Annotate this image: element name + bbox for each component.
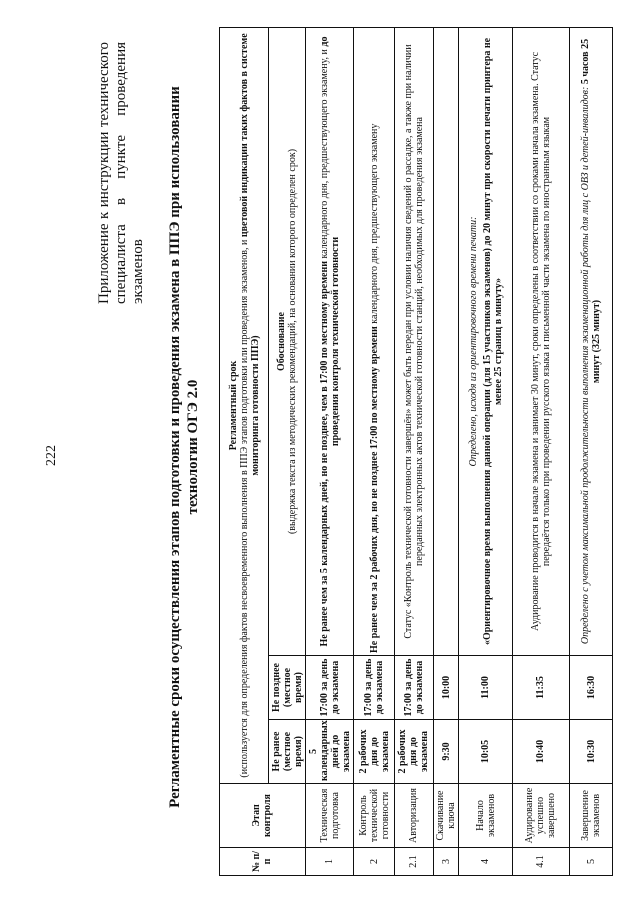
- row-not-earlier: 10:40: [512, 720, 569, 784]
- row-not-earlier: 10:30: [570, 720, 613, 784]
- row-stage: Авторизация: [395, 784, 434, 848]
- table-row: [395, 28, 434, 876]
- row-reason: [459, 28, 512, 656]
- page-number: 222: [44, 445, 59, 466]
- header-regulation-title: Регламентный срок: [227, 360, 239, 451]
- table-row: [433, 28, 459, 876]
- row-reason: Аудирование проводится в начале экзамена и занимает 30 минут, сроки определены в соответствии со сроками начала экзамена. Статус передаётся только при проведении русского языка и письменной части экзамена по иностранным языкам: [512, 28, 569, 656]
- header-stage: Этап контроля: [220, 784, 306, 848]
- row-reason-text: календарного дня, предшествующего экзамену: [368, 123, 380, 327]
- header-regulation-note-bold: цветовой индикации таких фактов в системе мониторинга готовности ППЭ): [238, 33, 261, 476]
- header-num: № п/п: [220, 848, 306, 876]
- row-num: 1: [305, 848, 353, 876]
- row-stage: Завершение экзаменов: [570, 784, 613, 848]
- row-not-earlier: 5 календарных дней до экзамена: [305, 720, 353, 784]
- row-stage: Начало экзаменов: [459, 784, 512, 848]
- row-stage: Аудирование успешно завершено: [512, 784, 569, 848]
- table-row: [354, 28, 395, 876]
- document-title-line2: технологии ОГЭ 2.0: [185, 379, 201, 515]
- row-reason-italic: Определено, исходя из ориентировочного времени печати:: [467, 216, 479, 467]
- row-not-later: 10:00: [433, 656, 459, 720]
- row-not-later: 17:00 за день до экзамена: [395, 656, 434, 720]
- table-row: [512, 28, 569, 876]
- row-stage: Контроль технической готовности: [354, 784, 395, 848]
- row-reason: [433, 28, 459, 656]
- row-not-later: 16:30: [570, 656, 613, 720]
- row-not-earlier: 2 рабочих дня до экзамена: [395, 720, 434, 784]
- table-header-row: [220, 28, 269, 876]
- header-not-later: Не позднее (местное время): [269, 656, 306, 720]
- header-regulation-note: (используется для определения фактов несвоевременного выполнения в ППЭ этапов подготовки или проведения экзаменов, и: [238, 237, 250, 778]
- row-not-earlier: 10:05: [459, 720, 512, 784]
- row-reason-bold: Не ранее чем за 5 календарных дней, но не позднее, чем в 17:00 по местному времени: [318, 261, 330, 647]
- header-regulation: [220, 28, 269, 784]
- header-not-earlier: Не ранее (местное время): [269, 720, 306, 784]
- header-reason: [269, 28, 306, 656]
- row-reason-bold: «Ориентировочное время выполнения данной операции (для 15 участников экзаменов) до 20 минут при скорости печати принтера не менее 25 страниц в минуту»: [481, 37, 504, 646]
- table-row: [459, 28, 512, 876]
- row-reason: [305, 28, 353, 656]
- document-title: [166, 42, 202, 852]
- table-subheader-row: [269, 28, 306, 876]
- row-num: 3: [433, 848, 459, 876]
- appendix-note: Приложение к инструкции технического специалиста в пункте проведения экзаменов: [96, 42, 146, 304]
- row-not-later: 17:00 за день до экзамена: [305, 656, 353, 720]
- row-num: 2: [354, 848, 395, 876]
- row-num: 2.1: [395, 848, 434, 876]
- row-reason: [354, 28, 395, 656]
- row-reason-bold2: до проведения контроля технической готовности: [318, 36, 341, 447]
- row-not-later: 17:00 за день до экзамена: [354, 656, 395, 720]
- row-not-earlier: 9:30: [433, 720, 459, 784]
- row-reason: Статус «Контроль технической готовности завершён» может быть передан при условии наличия сведений о рассадке, а также при наличии переданных электронных актов технической готовности станций, необходимых для проведения экзамена: [395, 28, 434, 656]
- row-num: 5: [570, 848, 613, 876]
- row-reason-bold: 5 часов 25 минут (325 минут): [580, 38, 602, 384]
- document-title-line1: Регламентные сроки осуществления этапов подготовки и проведения экзамена в ППЭ при использовании: [167, 86, 183, 808]
- table-row: [305, 28, 353, 876]
- row-stage: Скачивание ключа: [433, 784, 459, 848]
- row-not-earlier: 2 рабочих дня до экзамена: [354, 720, 395, 784]
- row-reason-text: календарного дня, предшествующего экзамену, и: [318, 46, 330, 262]
- header-reason-title: Обоснование: [276, 312, 288, 371]
- deadlines-table: [219, 27, 613, 876]
- row-stage: Техническая подготовка: [305, 784, 353, 848]
- row-not-later: 11:00: [459, 656, 512, 720]
- row-num: 4: [459, 848, 512, 876]
- row-reason-italic: Определено с учетом максимальной продолжительности выполнения экзаменационной работы для лиц с ОВЗ и детей-инвалидов:: [580, 84, 591, 645]
- row-reason-bold: Не ранее чем за 2 рабочих дня, но не позднее 17:00 по местному времени: [368, 326, 380, 653]
- table-row: [570, 28, 613, 876]
- row-reason: [570, 28, 613, 656]
- row-not-later: 11:35: [512, 656, 569, 720]
- header-reason-note: (выдержка текста из методических рекомендаций, на основании которого определен срок): [287, 148, 299, 535]
- row-num: 4.1: [512, 848, 569, 876]
